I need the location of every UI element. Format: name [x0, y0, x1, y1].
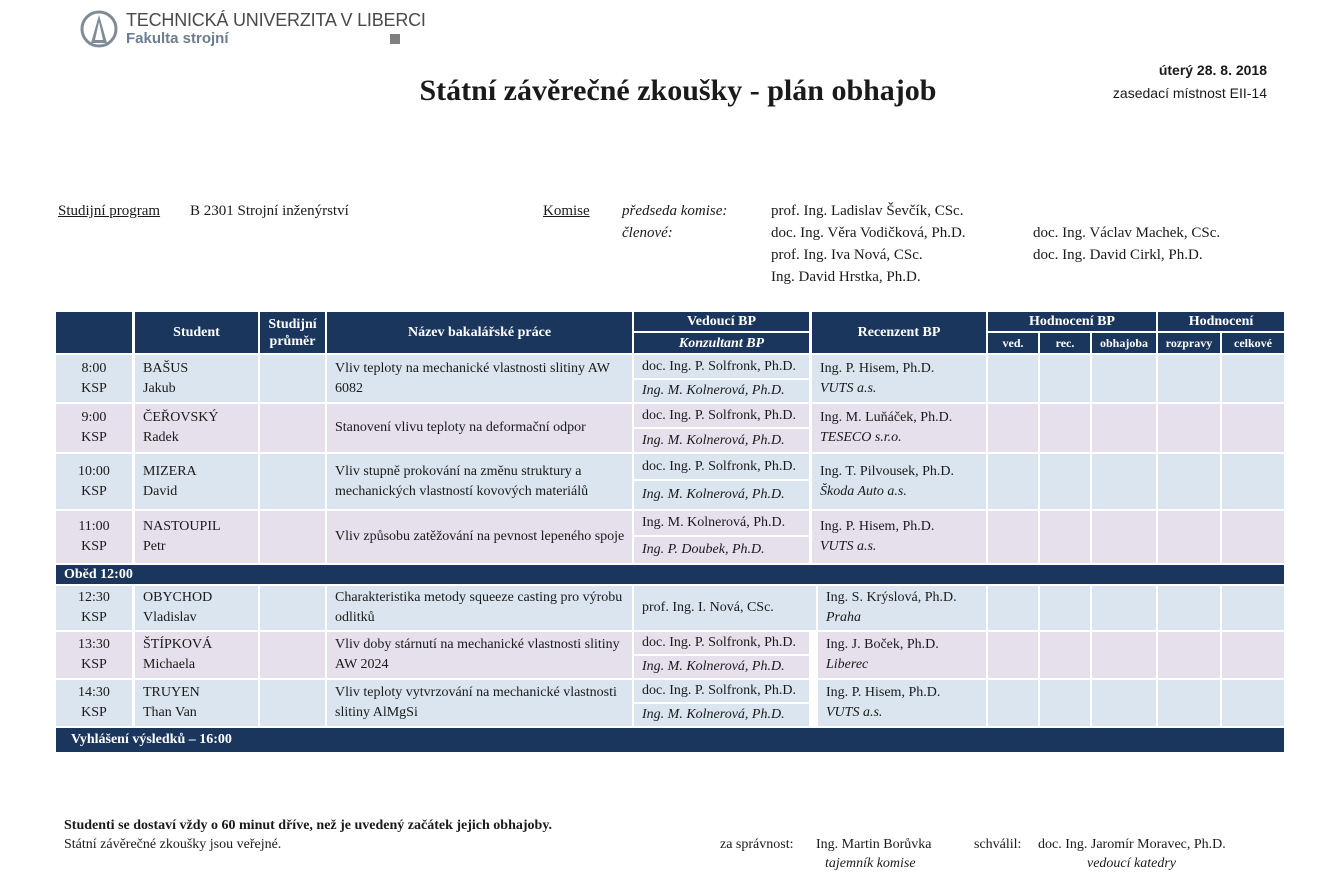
header-student: Student: [135, 312, 258, 353]
consultant-cell: Ing. M. Kolnerová, Ph.D.: [634, 429, 809, 452]
grade-ved-cell: [988, 586, 1038, 630]
grade-ved-cell: [988, 454, 1038, 509]
footer-note-public: Státní závěrečné zkoušky jsou veřejné.: [64, 837, 282, 852]
header-reviewer: Recenzent BP: [812, 312, 986, 353]
header-ved: ved.: [988, 333, 1038, 353]
supervisor-cell: doc. Ing. P. Solfronk, Ph.D.: [634, 454, 809, 479]
grade-total-cell: [1222, 632, 1284, 678]
program-value: B 2301 Strojní inženýrství: [190, 203, 349, 219]
grade-discussion-cell: [1158, 680, 1220, 726]
student-cell: NASTOUPIL Petr: [135, 511, 258, 563]
time-cell: 10:00 KSP: [56, 454, 132, 509]
lunch-band: Oběd 12:00: [56, 565, 1284, 584]
grade-rec-cell: [1040, 586, 1090, 630]
grade-defense-cell: [1092, 632, 1156, 678]
reviewer-cell: Ing. S. Krýslová, Ph.D. Praha: [818, 586, 986, 630]
thesis-cell: Vliv stupně prokování na změnu struktury a mechanických vlastností kovových materiálů: [327, 454, 632, 509]
average-cell: [260, 511, 325, 563]
supervisor-cell: doc. Ing. P. Solfronk, Ph.D.: [634, 680, 809, 702]
student-cell: OBYCHOD Vladislav: [135, 586, 258, 630]
grade-ved-cell: [988, 355, 1038, 402]
results-band: Vyhlášení výsledků – 16:00: [56, 728, 1284, 752]
grade-rec-cell: [1040, 680, 1090, 726]
grade-defense-cell: [1092, 404, 1156, 452]
supervisor-cell: prof. Ing. I. Nová, CSc.: [634, 586, 816, 630]
grade-defense-cell: [1092, 586, 1156, 630]
thesis-cell: Vliv teploty vytvrzování na mechanické vlastnosti slitiny AlMgSi: [327, 680, 632, 726]
supervisor-cell: doc. Ing. P. Solfronk, Ph.D.: [634, 632, 809, 654]
student-cell: ČEŘOVSKÝ Radek: [135, 404, 258, 452]
thesis-cell: Vliv teploty na mechanické vlastnosti slitiny AW 6082: [327, 355, 632, 402]
grade-discussion-cell: [1158, 632, 1220, 678]
header-time: [56, 312, 132, 353]
grade-total-cell: [1222, 454, 1284, 509]
grade-rec-cell: [1040, 632, 1090, 678]
program-label: Studijní program: [58, 203, 161, 219]
header-average: Studijní průměr: [260, 312, 325, 353]
grade-defense-cell: [1092, 454, 1156, 509]
reviewer-cell: Ing. M. Luňáček, Ph.D. TESECO s.r.o.: [812, 404, 986, 452]
consultant-cell: Ing. M. Kolnerová, Ph.D.: [634, 656, 809, 678]
header-consultant: Konzultant BP: [634, 333, 809, 353]
grade-total-cell: [1222, 586, 1284, 630]
responsible-label: za správnost:: [720, 837, 794, 852]
grade-total-cell: [1222, 680, 1284, 726]
header-supervisor: Vedoucí BP: [634, 312, 809, 331]
grade-discussion-cell: [1158, 586, 1220, 630]
member: doc. Ing. Věra Vodičková, Ph.D.: [771, 225, 966, 241]
university-name: TECHNICKÁ UNIVERZITA V LIBERCI: [126, 10, 426, 30]
reviewer-cell: Ing. T. Pilvousek, Ph.D. Škoda Auto a.s.: [812, 454, 986, 509]
consultant-cell: Ing. M. Kolnerová, Ph.D.: [634, 704, 809, 726]
grade-defense-cell: [1092, 511, 1156, 563]
average-cell: [260, 454, 325, 509]
time-cell: 12:30 KSP: [56, 586, 132, 630]
member: doc. Ing. Václav Machek, CSc.: [1033, 225, 1221, 241]
grade-discussion-cell: [1158, 355, 1220, 402]
exam-room: zasedací místnost EII-14: [1112, 85, 1267, 101]
grade-rec-cell: [1040, 404, 1090, 452]
header-discussion: rozpravy: [1158, 333, 1220, 353]
exam-date: úterý 28. 8. 2018: [1158, 62, 1267, 78]
grade-total-cell: [1222, 404, 1284, 452]
header-thesis: Název bakalářské práce: [327, 312, 632, 353]
reviewer-cell: Ing. P. Hisem, Ph.D. VUTS a.s.: [812, 511, 986, 563]
supervisor-cell: Ing. M. Kolnerová, Ph.D.: [634, 511, 809, 535]
time-cell: 14:30 KSP: [56, 680, 132, 726]
committee-label: Komise: [543, 203, 590, 219]
average-cell: [260, 680, 325, 726]
consultant-cell: Ing. P. Doubek, Ph.D.: [634, 537, 809, 563]
responsible-name: Ing. Martin Borůvka: [816, 837, 932, 852]
student-cell: BAŠUS Jakub: [135, 355, 258, 402]
grade-discussion-cell: [1158, 454, 1220, 509]
footer-note-arrival: Studenti se dostaví vždy o 60 minut dříve, než je uvedený začátek jejich obhajoby.: [64, 818, 553, 833]
responsible-role: tajemník komise: [825, 856, 916, 871]
approved-role: vedoucí katedry: [1087, 856, 1177, 871]
grade-ved-cell: [988, 680, 1038, 726]
student-cell: TRUYEN Than Van: [135, 680, 258, 726]
schedule-table: [56, 310, 1284, 753]
grade-defense-cell: [1092, 680, 1156, 726]
grade-total-cell: [1222, 511, 1284, 563]
approved-name: doc. Ing. Jaromír Moravec, Ph.D.: [1038, 837, 1226, 852]
logo-square: [390, 34, 400, 44]
average-cell: [260, 404, 325, 452]
grade-rec-cell: [1040, 511, 1090, 563]
member: prof. Ing. Iva Nová, CSc.: [771, 247, 923, 263]
tul-emblem-icon: [80, 10, 120, 50]
grade-ved-cell: [988, 404, 1038, 452]
approved-label: schválil:: [974, 837, 1022, 852]
grade-rec-cell: [1040, 355, 1090, 402]
grade-ved-cell: [988, 511, 1038, 563]
grade-discussion-cell: [1158, 511, 1220, 563]
grade-total-cell: [1222, 355, 1284, 402]
header-total: celkové: [1222, 333, 1284, 353]
header-grading-bp: Hodnocení BP: [988, 312, 1156, 331]
thesis-cell: Vliv způsobu zatěžování na pevnost lepeného spoje: [327, 511, 632, 563]
thesis-cell: Stanovení vlivu teploty na deformační odpor: [327, 404, 632, 452]
student-cell: MIZERA David: [135, 454, 258, 509]
page-title: Státní závěrečné zkoušky - plán obhajob: [419, 74, 937, 107]
grade-discussion-cell: [1158, 404, 1220, 452]
reviewer-cell: Ing. J. Boček, Ph.D. Liberec: [818, 632, 986, 678]
members-label: členové:: [622, 225, 673, 241]
member: Ing. David Hrstka, Ph.D.: [771, 269, 921, 285]
chair-label: předseda komise:: [622, 203, 728, 219]
consultant-cell: Ing. M. Kolnerová, Ph.D.: [634, 380, 809, 402]
student-cell: ŠTÍPKOVÁ Michaela: [135, 632, 258, 678]
grade-defense-cell: [1092, 355, 1156, 402]
time-cell: 11:00 KSP: [56, 511, 132, 563]
faculty-name: Fakulta strojní: [126, 30, 229, 47]
thesis-cell: Vliv doby stárnutí na mechanické vlastnosti slitiny AW 2024: [327, 632, 632, 678]
grade-rec-cell: [1040, 454, 1090, 509]
supervisor-cell: doc. Ing. P. Solfronk, Ph.D.: [634, 355, 809, 378]
grade-ved-cell: [988, 632, 1038, 678]
header-grading: Hodnocení: [1158, 312, 1284, 331]
university-logo: [80, 10, 426, 50]
header-rec: rec.: [1040, 333, 1090, 353]
reviewer-cell: Ing. P. Hisem, Ph.D. VUTS a.s.: [812, 355, 986, 402]
time-cell: 13:30 KSP: [56, 632, 132, 678]
header-defense: obhajoba: [1092, 333, 1156, 353]
supervisor-cell: doc. Ing. P. Solfronk, Ph.D.: [634, 404, 809, 427]
member: doc. Ing. David Cirkl, Ph.D.: [1033, 247, 1203, 263]
average-cell: [260, 632, 325, 678]
reviewer-cell: Ing. P. Hisem, Ph.D. VUTS a.s.: [818, 680, 986, 726]
thesis-cell: Charakteristika metody squeeze casting pro výrobu odlitků: [327, 586, 632, 630]
consultant-cell: Ing. M. Kolnerová, Ph.D.: [634, 481, 809, 509]
average-cell: [260, 586, 325, 630]
time-cell: 8:00 KSP: [56, 355, 132, 402]
average-cell: [260, 355, 325, 402]
time-cell: 9:00 KSP: [56, 404, 132, 452]
chair-name: prof. Ing. Ladislav Ševčík, CSc.: [771, 203, 964, 219]
